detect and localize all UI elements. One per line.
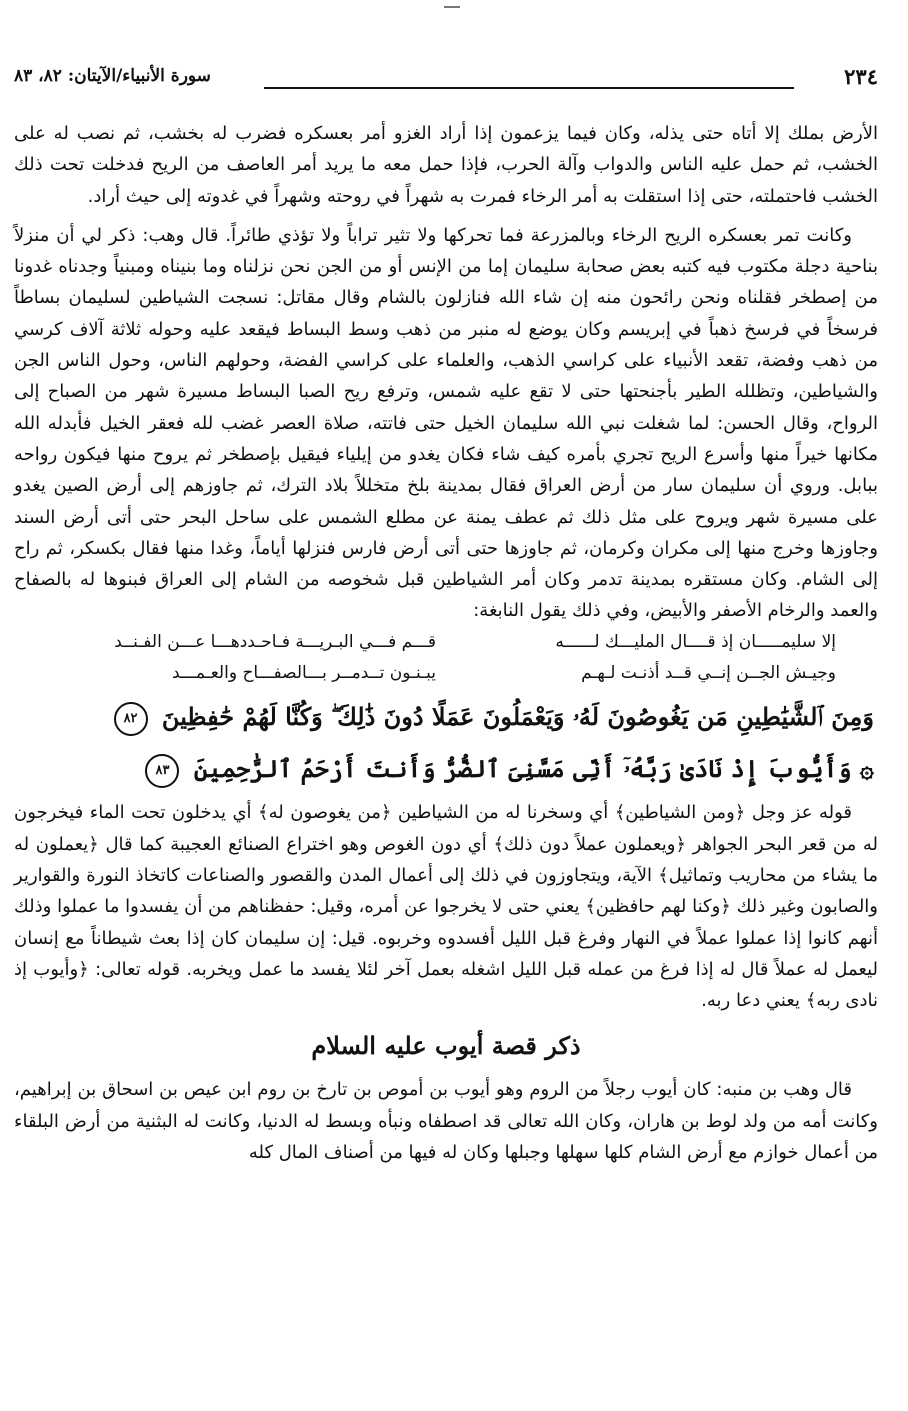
paragraph-2: وكانت تمر بعسكره الريح الرخاء وبالمزرعة فما تحركها ولا تثير تراباً ولا تؤذي طائراً. قال وهب: ذكر لي أن منزلاً بناحية دجلة مكتوب فيه كتبه بعض صحابة سليمان إما من الإنس أو من الجن نحن نزلناه وما بنيناه ومبنياً وجدناه غدونا من إصطخر فقلناه ونحن رائحون منه إن شاء الله فنازلون بالشام وقال مقاتل: نسجت الشياطين لسليمان بساطاً فرسخاً في فرسخ ذهباً في إبريسم وكان يوضع له منبر من ذهب وسط البساط فيقعد عليه وحوله ثلاثة آلاف كرسي من ذهب وفضة، تقعد الأنبياء على كراسي الذهب، والعلماء على كراسي الفضة، وحولهم الناس، وحول الناس الجن والشياطين، وتظلله الطير بأجنحتها حتى لا تقع عليه شمس، وترفع ريح الصبا البساط مسيرة شهر من الصباح إلى الرواح، وقال الحسن: لما شغلت نبي الله سليمان الخيل حتى فاتته، صلاة العصر غضب لله فعقر الخيل فأبدله الله مكانها خيراً منها وأسرع الريح تجري بأمره كيف شاء فكان يغدو من إيلياء فيقيل بإصطخر ثم يروح منها فيكون رواحه ببابل. وروي أن سليمان سار من أرض العراق فقال بمدينة بلخ متخللاً بلاد الترك، ثم جاوزهم إلى أرض الصين يغدو على مسيرة شهر ويروح على مثل ذلك ثم عطف يمنة عن مطلع الشمس على ساحل البحر حتى أتى أرض السند وجاوزها وخرج منها إلى مكران وكرمان، ثم جاوزها حتى أتى أرض فارس فنزلها أياماً، وغدا منها فقال بكسكر، ثم راح إلى الشام. وكان مستقره بمدينة تدمر وكان أمر الشياطين قبل شخوصه من الشام إلى العراق فبنوها له بالصفاح والعمد والرخام الأصفر والأبيض، وفي ذلك يقول النابغة: — [14, 224, 878, 622]
section-title: ذكر قصة أيوب عليه السلام — [311, 1031, 581, 1061]
paragraph-3 — [14, 797, 878, 1016]
poem-line-2-first-hemistich: وجيـش الجــن إنــي قــد أذنـت لـهـم — [581, 663, 836, 684]
paragraph-3-prefix: قوله عز وجل — [745, 802, 853, 824]
paragraph-3-body: ﴿ومن الشياطين﴾ أي وسخرنا له من الشياطين ﴿من يغوصون له﴾ أي يدخلون تحت الماء فيخرجون له من قعر البحر الجواهر ﴿ويعملون عملاً دون ذلك﴾ أي دون الغوص وهو اختراع الصنائع العجيبة كما قال ﴿يعملون له ما يشاء من محاريب وتماثيل﴾ الآية، ويتجاوزون في ذلك إلى أعمال المدن والقصور والصناعات كاتخاذ النورة والقوارير والصابون وغير ذلك ﴿وكنا لهم حافظين﴾ يعني حتى لا يخرجوا عن أمره، وقيل: حفظناهم من أن يفسدوا ما عملوا وذلك أنهم كانوا إذا عملوا عملاً في النهار وفرغ قبل الليل أفسدوه وخربوه. قيل: إن سليمان كان إذا بعث شيطاناً مع إنسان ليعمل له عملاً قال له إذا فرغ من عمله قبل الليل اشغله بعمل آخر لئلا يفسد ما عمل ويخربه. قوله تعالى: ﴿وأيوب إذ نادى ربه﴾ يعني دعا ربه. — [14, 802, 878, 1012]
page-header — [14, 60, 878, 100]
poem-block — [14, 627, 878, 690]
main-text — [14, 118, 878, 1168]
paragraph-1: الأرض بملك إلا أتاه حتى يذله، وكان فيما يزعمون إذا أراد الغزو أمر بعسكره فضرب له بخشب، ثم نصب له على الخشب، ثم حمل عليه الناس والدواب وآلة الحرب، فإذا حمل معه ما يريد أمر العاصف من الريح فدخلت تحت ذلك الخشب فاحتملته، حتى إذا استقلت به أمر الرخاء فمرت به شهراً في روحته وشهراً في غدوته إلى حيث أراد. — [14, 123, 878, 207]
quran-verse-82 — [14, 693, 878, 741]
verse-83-text: ۞ وَأَيُّوبَ إِذْ نَادَىٰ رَبَّهُۥٓ أَنِّى مَسَّنِىَ ٱلضُّرُّ وَأَنتَ أَرْحَمُ ٱلرَّٰحِمِينَ — [193, 754, 874, 784]
quran-verse-83 — [14, 745, 878, 793]
verse-83-number-marker: ٨٣ — [145, 754, 179, 788]
poem-line-1-second-hemistich: قـــم فـــي البـريـــة فـاحـددهـــا عـــن الفـنــد — [114, 631, 436, 652]
paragraph-4: قال وهب بن منبه: كان أيوب رجلاً من الروم وهو أيوب بن أموص بن تارخ بن روم ابن عيص بن اسحاق بن إبراهيم، وكانت أمه من ولد لوط بن هاران، وكان الله تعالى قد اصطفاه ونبأه وبسط له الدنيا، وكانت له البثنية من أرض البلقاء من أعمال خوازم مع أرض الشام كلها سهلها وجبلها وكان له فيها من أصناف المال كله — [14, 1079, 878, 1164]
verse-82-text: وَمِنَ ٱلشَّيَٰطِينِ مَن يَغُوصُونَ لَهُۥ وَيَعْمَلُونَ عَمَلًا دُونَ ذَٰلِكَ ۖ وَكُنَّا لَهُمْ حَٰفِظِينَ — [161, 702, 874, 732]
verse-82-number-marker: ٨٢ — [114, 702, 148, 736]
poem-line-2-second-hemistich: يبـنـون تــدمــر بـــالصفـــاح والعـمـــد — [172, 663, 436, 684]
surah-label: سورة الأنبياء/الآيتان: ٨٢، ٨٣ — [14, 66, 211, 86]
header-rule — [264, 87, 794, 89]
poem-line-1-first-hemistich: إلا سليمـــــان إذ قــــال المليـــك لــــــه — [555, 631, 836, 652]
page-number: ٢٣٤ — [844, 64, 878, 89]
scan-top-mark — [444, 6, 460, 8]
